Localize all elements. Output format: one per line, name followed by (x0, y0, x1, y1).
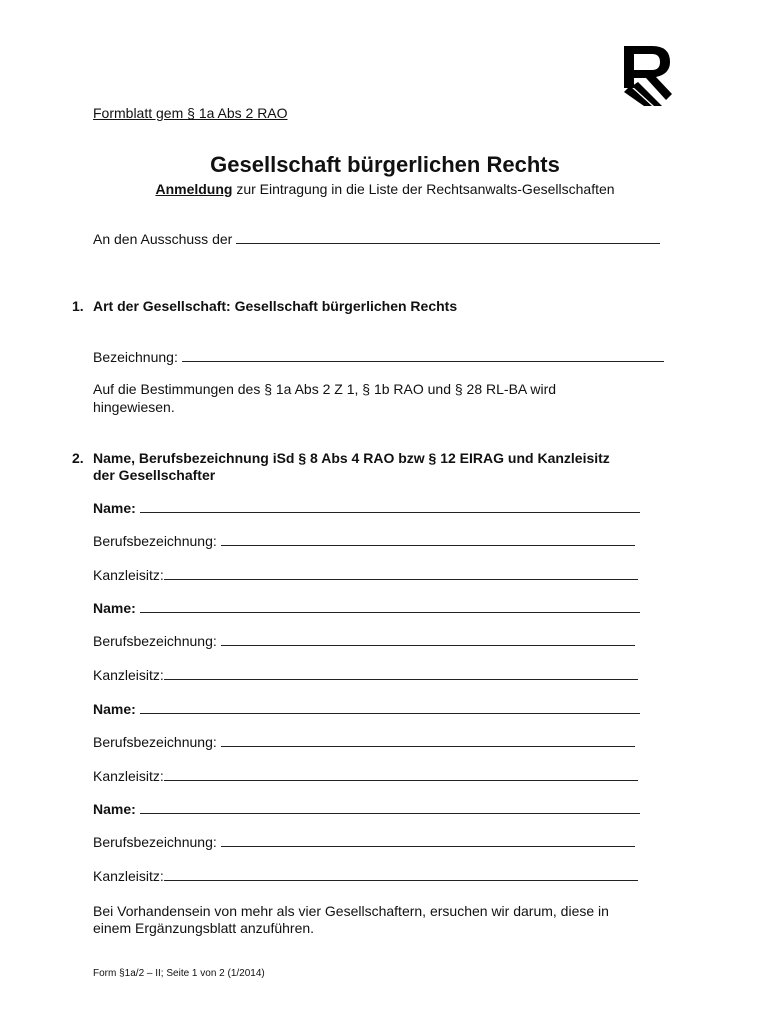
extra-partners-note-line1: Bei Vorhandensein von mehr als vier Gesellschaftern, ersuchen wir darum, diese in (93, 903, 609, 919)
partner-3-office-row (93, 767, 638, 785)
page-subtitle (0, 180, 770, 198)
partner-office-label: Kanzleisitz: (93, 567, 164, 583)
partner-1-profession-field[interactable] (221, 532, 635, 546)
designation-label: Bezeichnung: (93, 349, 178, 365)
rak-r-logo-icon (622, 44, 674, 108)
extra-partners-note-line2: einem Ergänzungsblatt anzuführen. (93, 920, 315, 936)
partner-2-profession-row (93, 632, 635, 650)
section1-note-line1: Auf die Bestimmungen des § 1a Abs 2 Z 1, § 1b RAO und § 28 RL-BA wird (93, 381, 557, 397)
partner-profession-label: Berufsbezeichnung: (93, 734, 217, 750)
addressee-row (93, 230, 660, 248)
partner-4-name-row (93, 800, 640, 818)
addressee-field[interactable] (236, 230, 660, 244)
partner-2-profession-field[interactable] (221, 632, 635, 646)
addressee-label: An den Ausschuss der (93, 231, 233, 247)
designation-field[interactable] (182, 348, 664, 362)
partner-4-office-field[interactable] (164, 867, 638, 881)
partner-3-office-field[interactable] (164, 767, 638, 781)
section2-number: 2. (72, 450, 84, 466)
partner-profession-label: Berufsbezeichnung: (93, 633, 217, 649)
partner-profession-label: Berufsbezeichnung: (93, 533, 217, 549)
section2-heading-line2: der Gesellschafter (93, 467, 216, 483)
partner-profession-label: Berufsbezeichnung: (93, 834, 217, 850)
partner-4-profession-row (93, 833, 635, 851)
partner-office-label: Kanzleisitz: (93, 768, 164, 784)
partner-3-name-field[interactable] (140, 700, 640, 714)
designation-row (93, 348, 664, 366)
partner-2-office-field[interactable] (164, 666, 638, 680)
partner-1-profession-row (93, 532, 635, 550)
partner-1-office-field[interactable] (164, 566, 638, 580)
partner-name-label: Name: (93, 801, 136, 817)
partner-4-office-row (93, 867, 638, 885)
partner-2-name-field[interactable] (140, 599, 640, 613)
partner-name-label: Name: (93, 600, 136, 616)
page-title: Gesellschaft bürgerlichen Rechts (210, 152, 560, 177)
section2-heading-line1: Name, Berufsbezeichnung iSd § 8 Abs 4 RAO bzw § 12 EIRAG und Kanzleisitz (93, 450, 610, 466)
partner-office-label: Kanzleisitz: (93, 667, 164, 683)
form-reference: Formblatt gem § 1a Abs 2 RAO (93, 105, 288, 121)
partner-1-name-row (93, 499, 640, 517)
partner-name-label: Name: (93, 500, 136, 516)
page-footer: Form §1a/2 – II; Seite 1 von 2 (1/2014) (93, 968, 265, 979)
subtitle-rest: zur Eintragung in die Liste der Rechtsanwalts-Gesellschaften (232, 181, 615, 197)
partner-2-name-row (93, 599, 640, 617)
partner-4-profession-field[interactable] (221, 833, 635, 847)
partner-1-office-row (93, 566, 638, 584)
partner-name-label: Name: (93, 701, 136, 717)
subtitle-strong: Anmeldung (155, 181, 233, 197)
partner-2-office-row (93, 666, 638, 684)
partner-3-profession-row (93, 733, 635, 751)
partner-1-name-field[interactable] (140, 499, 640, 513)
section1-heading: Art der Gesellschaft: Gesellschaft bürgerlichen Rechts (93, 298, 458, 314)
partner-3-name-row (93, 700, 640, 718)
section1-number: 1. (72, 298, 84, 314)
section1-note-line2: hingewiesen. (93, 399, 175, 415)
partner-office-label: Kanzleisitz: (93, 868, 164, 884)
partner-3-profession-field[interactable] (221, 733, 635, 747)
partner-4-name-field[interactable] (140, 800, 640, 814)
